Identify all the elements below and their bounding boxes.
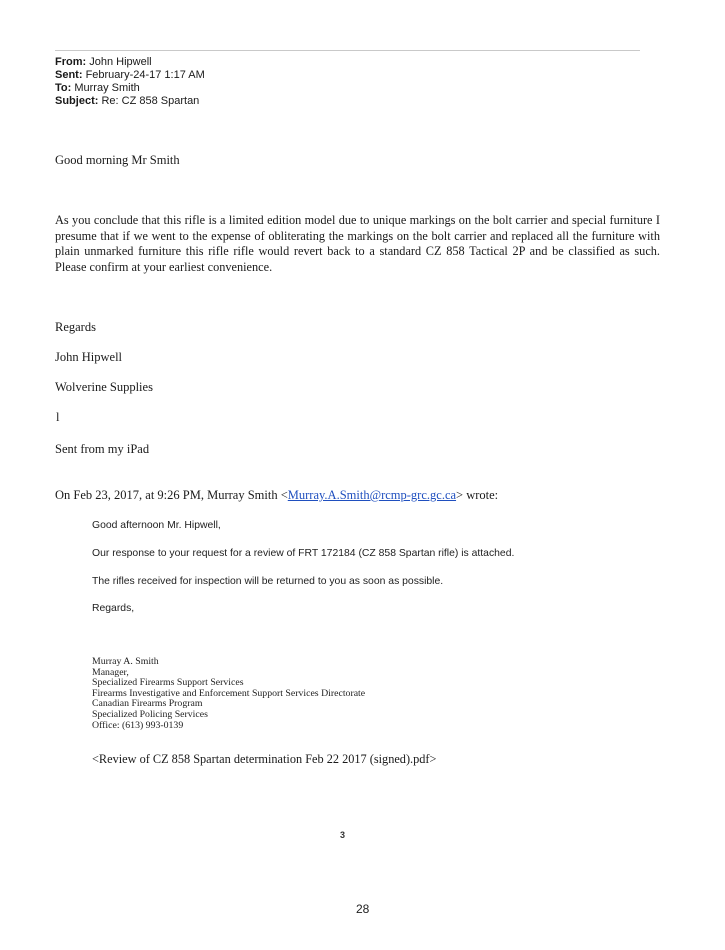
signature-line: Firearms Investigative and Enforcement Support Services Directorate [92, 687, 366, 699]
from-value: John Hipwell [89, 56, 152, 68]
sent-value: February-24-17 1:17 AM [85, 69, 205, 81]
from-line [55, 56, 152, 69]
stray-mark: l [56, 410, 60, 424]
reply-closing: Regards [55, 320, 96, 334]
sent-line [55, 69, 205, 82]
header-divider [55, 50, 640, 51]
quoted-intro-suffix: > wrote: [456, 488, 499, 502]
attachment-name[interactable]: <Review of CZ 858 Spartan determination Feb 22 2017 (signed).pdf> [92, 752, 437, 766]
sent-label: Sent: [55, 69, 83, 81]
signature-line: Specialized Policing Services [92, 708, 208, 720]
from-label: From: [55, 56, 87, 68]
quoted-intro-prefix: On Feb 23, 2017, at 9:26 PM, Murray Smith < [55, 488, 288, 502]
device-signature: Sent from my iPad [55, 442, 150, 456]
to-line [55, 82, 140, 95]
sender-email-link[interactable]: Murray.A.Smith@rcmp-grc.gc.ca [287, 488, 457, 502]
quoted-line-2: The rifles received for inspection will be returned to you as soon as possible. [92, 576, 444, 587]
to-label: To: [55, 82, 72, 94]
signature-line: Office: (613) 993-0139 [92, 719, 184, 731]
quoted-line-1: Our response to your request for a review of FRT 172184 (CZ 858 Spartan rifle) is attached. [92, 548, 515, 559]
quoted-closing: Regards, [92, 603, 135, 614]
subject-label: Subject: [55, 95, 99, 107]
signature-line: Murray A. Smith [92, 656, 159, 667]
sender-name: John Hipwell [55, 350, 123, 364]
sender-company: Wolverine Supplies [55, 380, 153, 394]
inner-page-number: 3 [340, 830, 346, 840]
subject-value: Re: CZ 858 Spartan [101, 95, 200, 107]
quoted-greeting: Good afternoon Mr. Hipwell, [92, 520, 221, 531]
signature-line: Specialized Firearms Support Services [92, 677, 244, 689]
quoted-intro [55, 488, 498, 503]
reply-body: As you conclude that this rifle is a limited edition model due to unique markings on the bolt carrier and special furniture I presume that if we went to the expense of obliterating the markings on the bolt carrier and replaced all the furniture with plain unmarked furniture this rifle rifle would revert back to a standard CZ 858 Tactical 2P and be classified as such. Please confirm at your earliest convenience. [55, 213, 660, 274]
page-number: 28 [356, 902, 370, 916]
signature-line: Manager, [92, 666, 129, 678]
signature-block [92, 657, 365, 731]
to-value: Murray Smith [74, 82, 140, 94]
reply-greeting: Good morning Mr Smith [55, 153, 180, 167]
signature-line: Canadian Firearms Program [92, 698, 203, 710]
subject-line [55, 95, 199, 108]
